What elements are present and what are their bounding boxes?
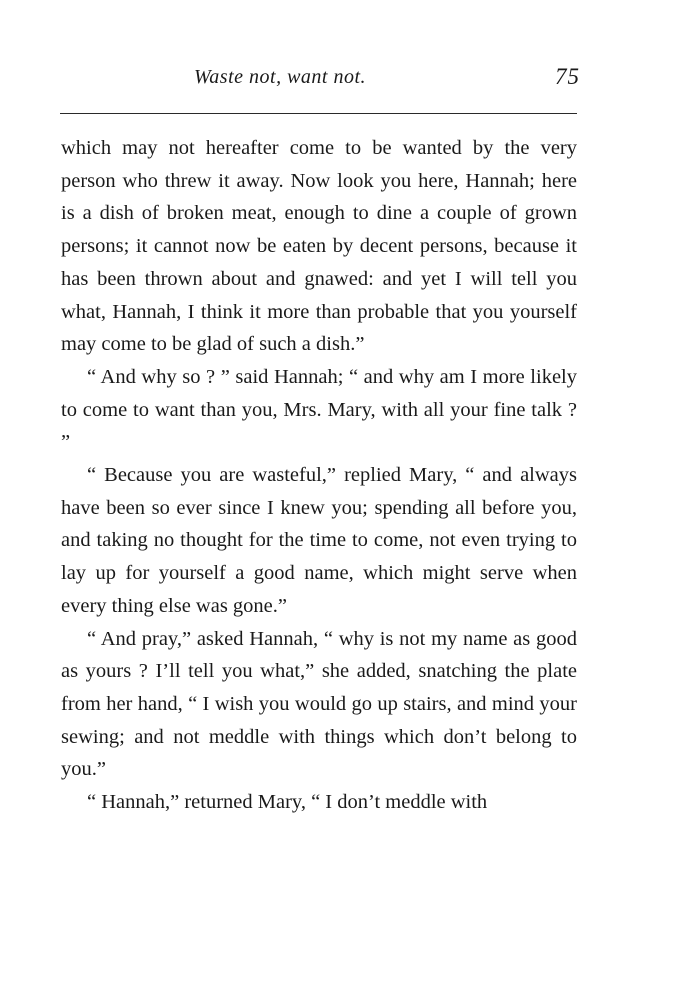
paragraph: “ And why so ? ” said Hannah; “ and why am I more likely to come to want than you, Mrs. Mary, with all your fine talk ? ” [61,365,577,454]
paragraph: “ Because you are wasteful,” replied Mary, “ and always have been so ever since I knew you; spending all before you, and taking no thought for the time to come, not even trying to lay up for yourself a good name, which might serve when every thing else was gone.” [61,464,577,617]
body-text [61,132,577,819]
running-head [60,62,580,96]
paragraph: “ Hannah,” returned Mary, “ I don’t meddle with [87,791,488,814]
paragraph: “ And pray,” asked Hannah, “ why is not my name as good as yours ? I’ll tell you what,” she added, snatching the plate from her hand, “ I wish you would go up stairs, and mind your sewing; and not meddle with things which don’t belong to you.” [61,627,577,781]
paragraph-continued: which may not hereafter come to be wanted by the very person who threw it away. Now look you here, Hannah; here is a dish of broken meat, enough to dine a couple of grown persons; it cannot now be eaten by decent persons, because it has been thrown about and gnawed: and yet I will tell you what, Hannah, I think it more than probable that you yourself may come to be glad of such a dish.” [61,137,577,356]
page-number: 75 [555,64,580,89]
running-title: Waste not, want not. [193,66,367,88]
header-rule [60,113,577,114]
